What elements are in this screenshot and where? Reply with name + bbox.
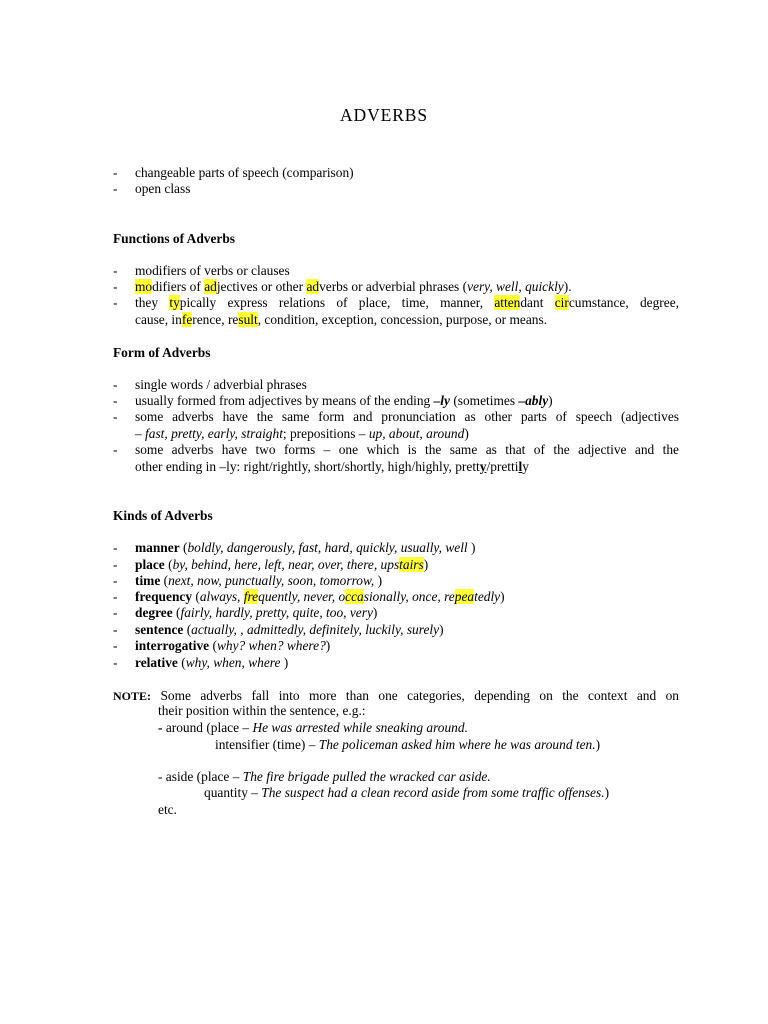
- highlight: cir: [554, 295, 569, 310]
- highlight: ty: [169, 295, 180, 310]
- list-item-continuation: other ending in –ly: right/rightly, short/shortly, high/highly, pretty/prettily: [135, 459, 529, 474]
- list-item: - time (next, now, punctually, soon, tomorrow, ): [113, 573, 383, 588]
- section-heading-form: Form of Adverbs: [113, 345, 211, 360]
- list-item-continuation: – fast, pretty, early, straight; prepositions – up, about, around): [135, 426, 469, 441]
- highlight: fre: [243, 589, 259, 604]
- list-item: - modifiers of verbs or clauses: [113, 263, 290, 278]
- note-continuation: their position within the sentence, e.g.:: [158, 703, 366, 718]
- list-item: - relative (why, when, where ): [113, 655, 289, 670]
- list-item-continuation: cause, inference, result, condition, exception, concession, purpose, or means.: [135, 312, 548, 327]
- highlight: ad: [204, 279, 217, 294]
- note-example-around: - around (place – He was arrested while sneaking around.: [158, 720, 468, 735]
- list-item: - frequency (always, frequently, never, occasionally, once, repeatedly): [113, 589, 505, 604]
- list-item: - place (by, behind, here, left, near, over, there, upstairs): [113, 557, 429, 572]
- list-item: - degree (fairly, hardly, pretty, quite, too, very): [113, 605, 378, 620]
- section-heading-functions: Functions of Adverbs: [113, 231, 236, 246]
- highlight: ad: [306, 279, 320, 294]
- highlight: fe: [181, 312, 193, 327]
- list-item: - open class: [113, 181, 191, 196]
- section-heading-kinds: Kinds of Adverbs: [113, 508, 213, 523]
- list-item: - usually formed from adjectives by means of the ending –ly (sometimes –ably): [113, 393, 553, 408]
- highlight: tairs: [399, 557, 424, 572]
- list-item: - manner (boldly, dangerously, fast, hard, quickly, usually, well ): [113, 540, 476, 555]
- highlight: cca: [345, 589, 364, 604]
- list-item: - they typically express relations of place, time, manner, attendant circumstance, degree,: [113, 295, 679, 310]
- highlight: mo: [135, 279, 153, 294]
- note-example-aside: - aside (place – The fire brigade pulled the wracked car aside.: [158, 769, 491, 784]
- note-paragraph: NOTE: Some adverbs fall into more than one categories, depending on the context and on: [113, 688, 679, 703]
- list-item: - sentence (actually, , admittedly, definitely, luckily, surely): [113, 622, 444, 637]
- highlight: sult: [238, 312, 258, 327]
- note-label: NOTE:: [113, 689, 152, 703]
- note-etc: etc.: [158, 802, 177, 817]
- list-item: - changeable parts of speech (comparison): [113, 165, 354, 180]
- list-item: - some adverbs have the same form and pronunciation as other parts of speech (adjectives: [113, 409, 679, 424]
- list-item: - single words / adverbial phrases: [113, 377, 307, 392]
- highlight: pea: [454, 589, 475, 604]
- highlight: atten: [494, 295, 521, 310]
- list-item: - modifiers of adjectives or other adverbs or adverbial phrases (very, well, quickly).: [113, 279, 572, 294]
- note-example-aside-2: quantity – The suspect had a clean record aside from some traffic offenses.): [204, 785, 610, 800]
- page-title: ADVERBS: [340, 105, 428, 125]
- list-item: - some adverbs have two forms – one which is the same as that of the adjective and the: [113, 442, 679, 457]
- note-example-around-2: intensifier (time) – The policeman asked him where he was around ten.): [215, 737, 601, 752]
- list-item: - interrogative (why? when? where?): [113, 638, 331, 653]
